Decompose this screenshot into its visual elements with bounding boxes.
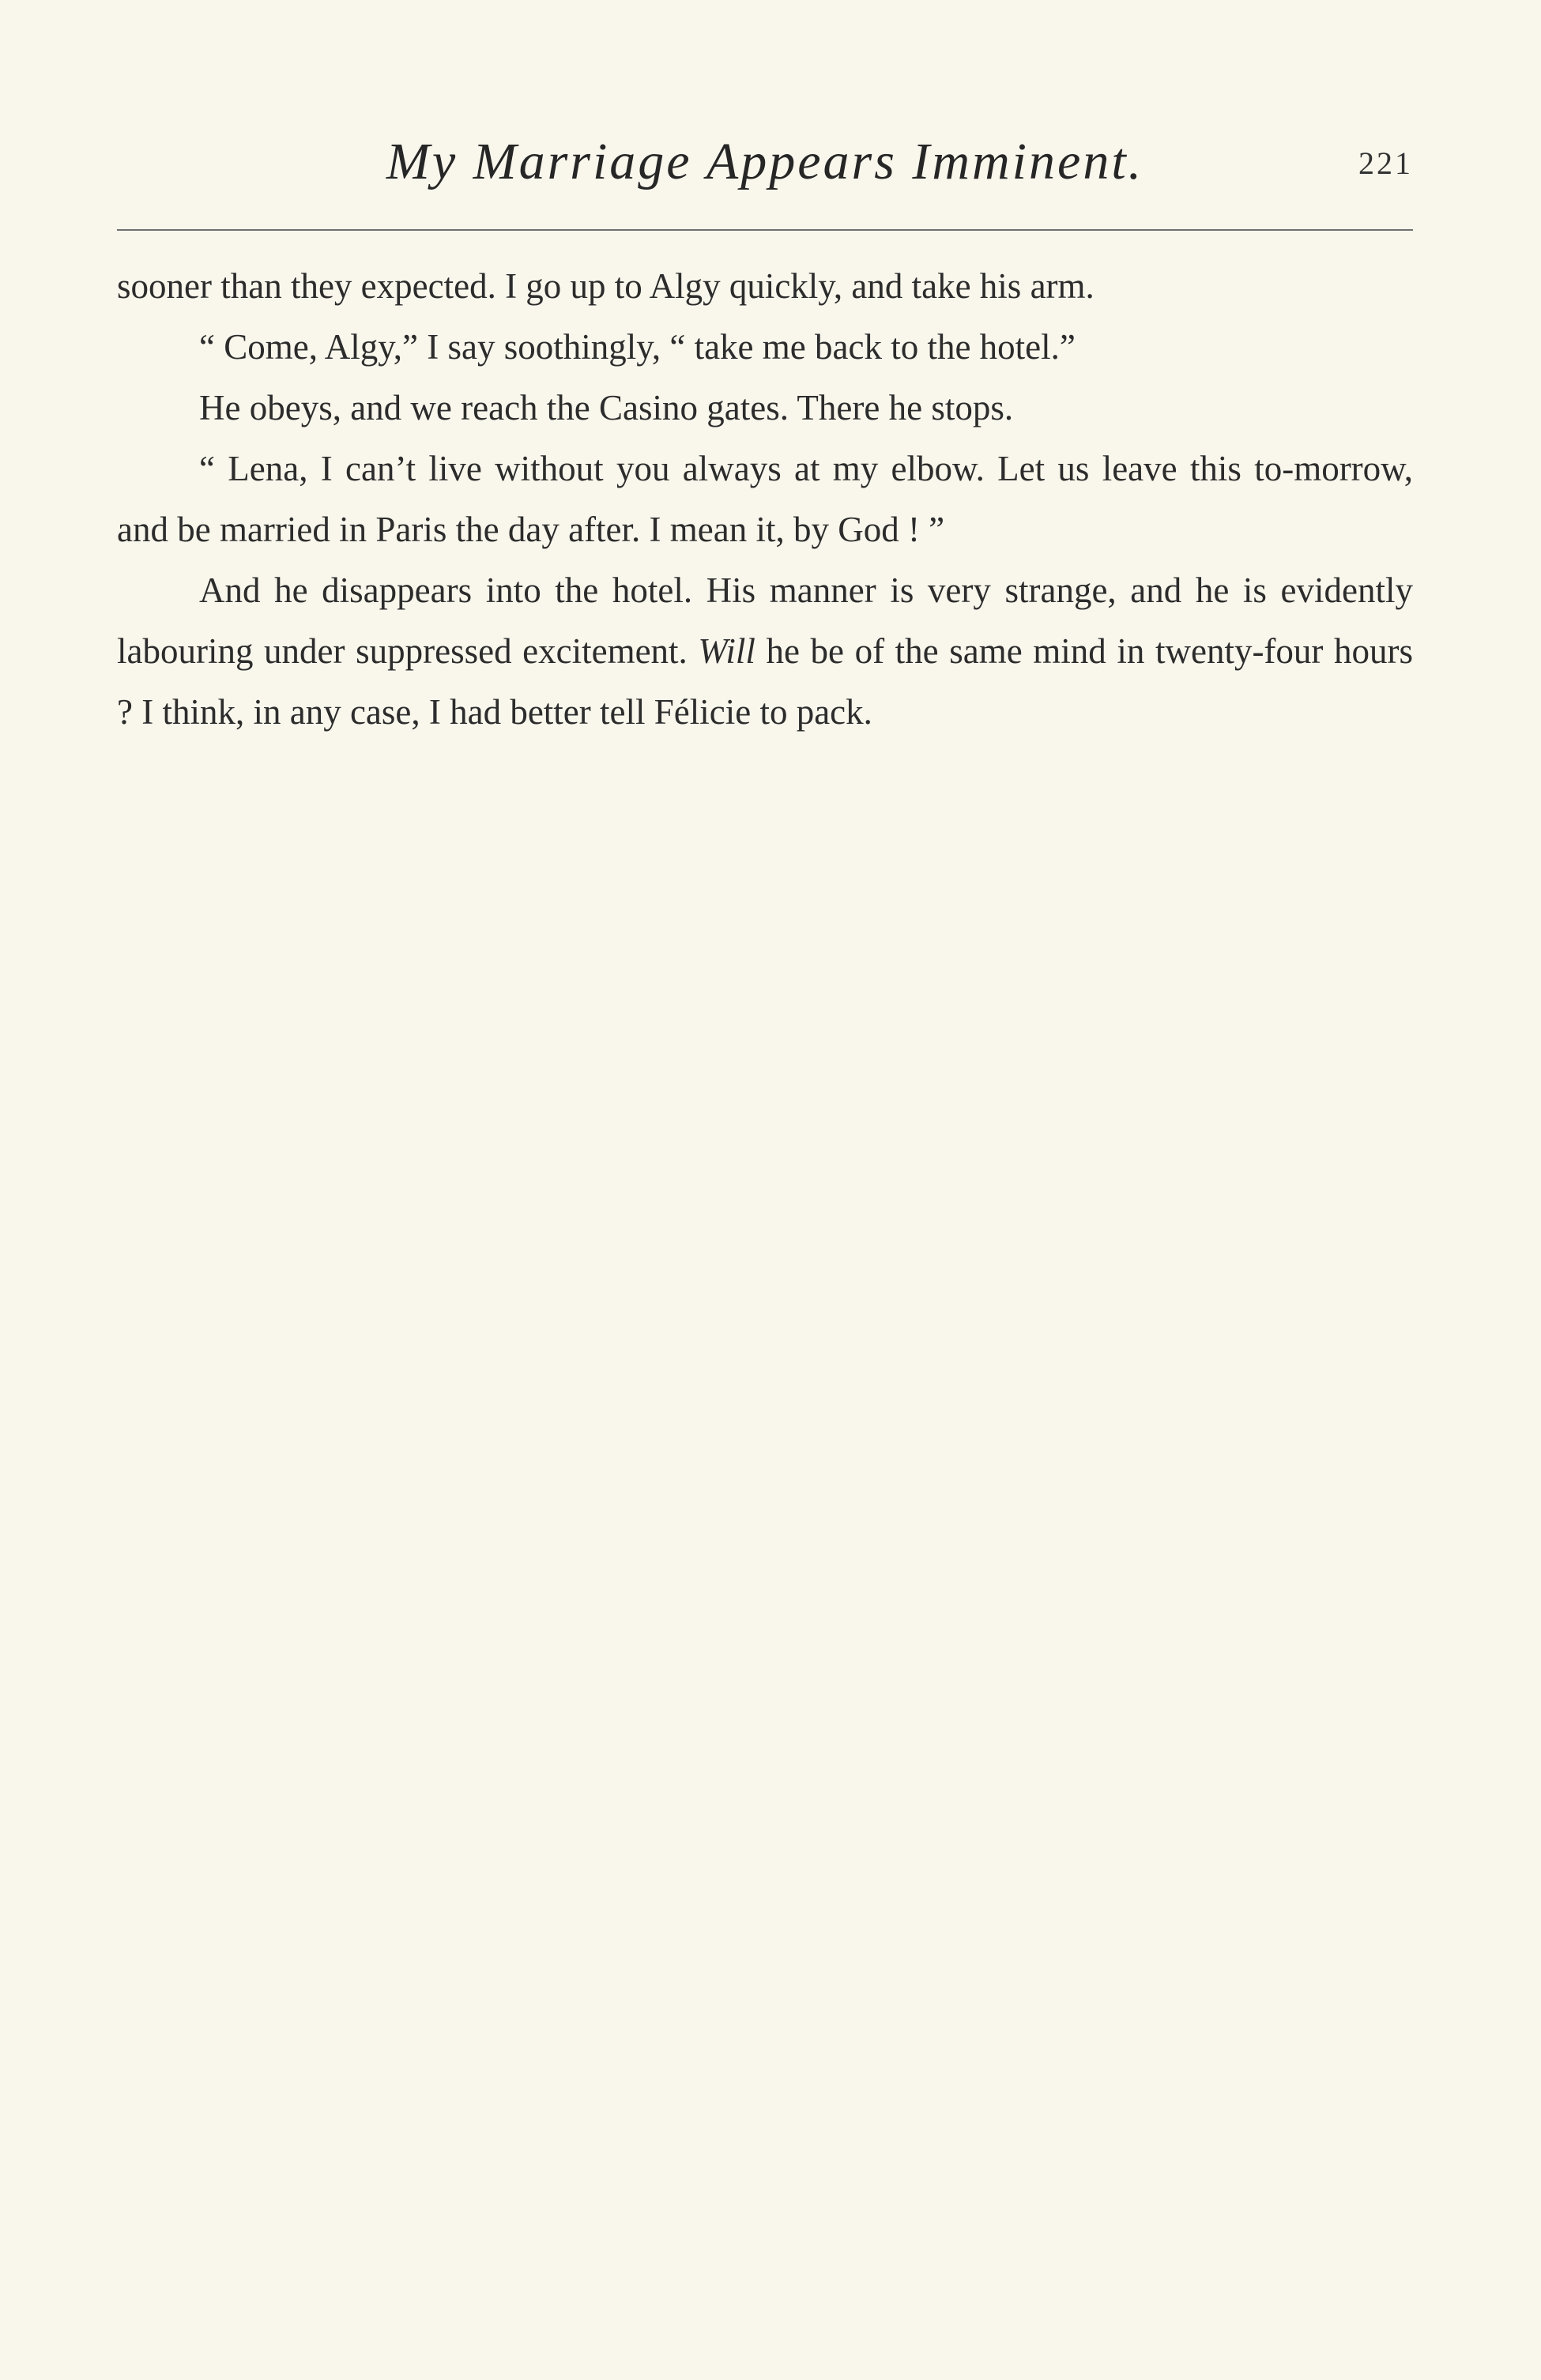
- running-head: [117, 126, 1413, 198]
- body-text: [117, 256, 1413, 743]
- paragraph-continuation: sooner than they expected. I go up to Algy quickly, and take his arm.: [117, 266, 1095, 306]
- paragraph-text-before-emphasis: And he disappears into the hotel. His manner is very strange, and he is evidently labouring under suppressed excitement.: [117, 571, 1413, 671]
- paragraph-lena-speech: “ Lena, I can’t live without you always at my elbow. Let us leave this to-morrow, and be married in Paris the day after. I mean it, by God ! ”: [117, 449, 1413, 549]
- paragraph-casino-gates: He obeys, and we reach the Casino gates. There he stops.: [199, 388, 1014, 427]
- page-number: 221: [1358, 145, 1413, 181]
- running-title: My Marriage Appears Imminent.: [386, 133, 1144, 190]
- emphasis-word: Will: [698, 631, 755, 671]
- paragraph-text-after-emphasis: he be of the same mind in twenty-four hours ? I think, in any case, I had better tell Félicie to pack.: [117, 631, 1413, 732]
- paragraph-disappears: [117, 560, 1413, 743]
- paragraph-come-algy: “ Come, Algy,” I say soothingly, “ take me back to the hotel.”: [199, 327, 1076, 367]
- header-rule: [117, 229, 1413, 231]
